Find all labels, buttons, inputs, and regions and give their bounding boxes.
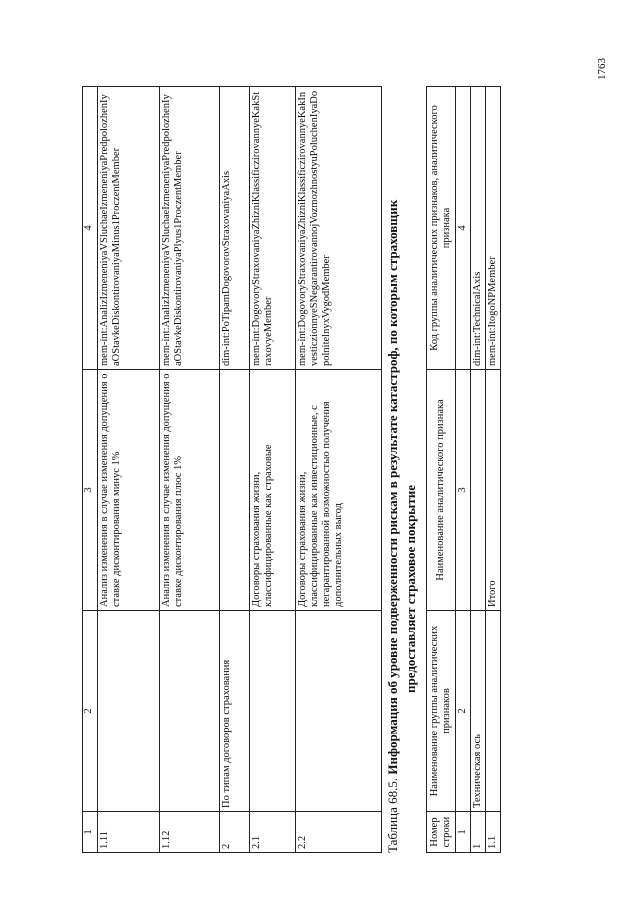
row-number: 2	[220, 812, 250, 853]
group-name: Техническая ось	[471, 611, 486, 812]
caption-title-line1: Информация об уровне подверженности рискам в результате катастроф, по которым страховщик	[385, 199, 400, 775]
feature-code: dim-int:TechnicalAxis	[471, 87, 486, 370]
table-row	[160, 87, 220, 853]
feature-name	[471, 370, 486, 611]
column-number-row	[83, 87, 98, 853]
table-row	[98, 87, 160, 853]
header-row	[427, 87, 456, 853]
table-row	[220, 87, 250, 853]
row-number: 1	[471, 812, 486, 853]
group-name	[250, 611, 296, 812]
feature-code: dim-int:PoTipamDogovorovStraxovaniyaAxis	[220, 87, 250, 370]
page-number: 1763	[596, 58, 608, 80]
group-name	[98, 611, 160, 812]
col-number: 2	[456, 611, 471, 812]
caption-prefix: Таблица 68.5.	[385, 774, 400, 853]
col-number: 4	[83, 87, 98, 370]
col-number: 3	[456, 370, 471, 611]
header-group-name: Наименование группы аналитических признаков	[427, 611, 456, 812]
feature-code: mem-int:DogovoryStraxovaniyaZhizniKlassificzirovannyeKakStraxovyeMember	[250, 87, 296, 370]
caption-title-line2: предоставляет страховое покрытие	[403, 485, 418, 693]
feature-code: mem-int:AnalizIzmeneniyaVSluchaeIzmeneniyaPredpolozhenIyaOStavkeDiskontirovaniyaMinus1ProczentMember	[98, 87, 160, 370]
header-row-number: Номер строки	[427, 812, 456, 853]
row-number: 1.1	[486, 812, 501, 853]
continuation-table	[82, 86, 382, 853]
group-name	[296, 611, 382, 812]
header-feature-name: Наименование аналитического признака	[427, 370, 456, 611]
table-row	[486, 87, 501, 853]
col-number: 3	[83, 370, 98, 611]
feature-name: Договоры страхования жизни, классифицированные как инвестиционные, с негарантированной возможностью получения дополнительных выгод	[296, 370, 382, 611]
group-name	[160, 611, 220, 812]
group-name: По типам договоров страхования	[220, 611, 250, 812]
table-68-5	[426, 86, 501, 853]
feature-name: Анализ изменения в случае изменения допущения о ставке дисконтирования минус 1%	[98, 370, 160, 611]
table-row	[296, 87, 382, 853]
table-caption	[384, 53, 420, 853]
row-number: 1.12	[160, 812, 220, 853]
rotated-page-content	[82, 53, 552, 853]
col-number: 1	[456, 812, 471, 853]
col-number: 1	[83, 812, 98, 853]
feature-name: Анализ изменения в случае изменения допущения о ставке дисконтирования плюс 1%	[160, 370, 220, 611]
feature-code: mem-int:ItogoNPMember	[486, 87, 501, 370]
feature-name: Договоры страхования жизни, классифицированные как страховые	[250, 370, 296, 611]
column-number-row	[456, 87, 471, 853]
feature-code: mem-int:DogovoryStraxovaniyaZhizniKlassificzirovannyeKakInvesticzionnyeSNegarantirovannojVozmozhnostyuPoluchenIyaDopolnitelnyxVygodMember	[296, 87, 382, 370]
table-row	[250, 87, 296, 853]
feature-code: mem-int:AnalizIzmeneniyaVSluchaeIzmeneniyaPredpolozhenIyaOStavkeDiskontirovaniyaPlyus1ProczentMember	[160, 87, 220, 370]
feature-name: Итого	[486, 370, 501, 611]
header-feature-code: Код группы аналитических признаков, аналитического признака	[427, 87, 456, 370]
col-number: 2	[83, 611, 98, 812]
row-number: 2.1	[250, 812, 296, 853]
row-number: 2.2	[296, 812, 382, 853]
feature-name	[220, 370, 250, 611]
table-row	[471, 87, 486, 853]
col-number: 4	[456, 87, 471, 370]
group-name	[486, 611, 501, 812]
row-number: 1.11	[98, 812, 160, 853]
